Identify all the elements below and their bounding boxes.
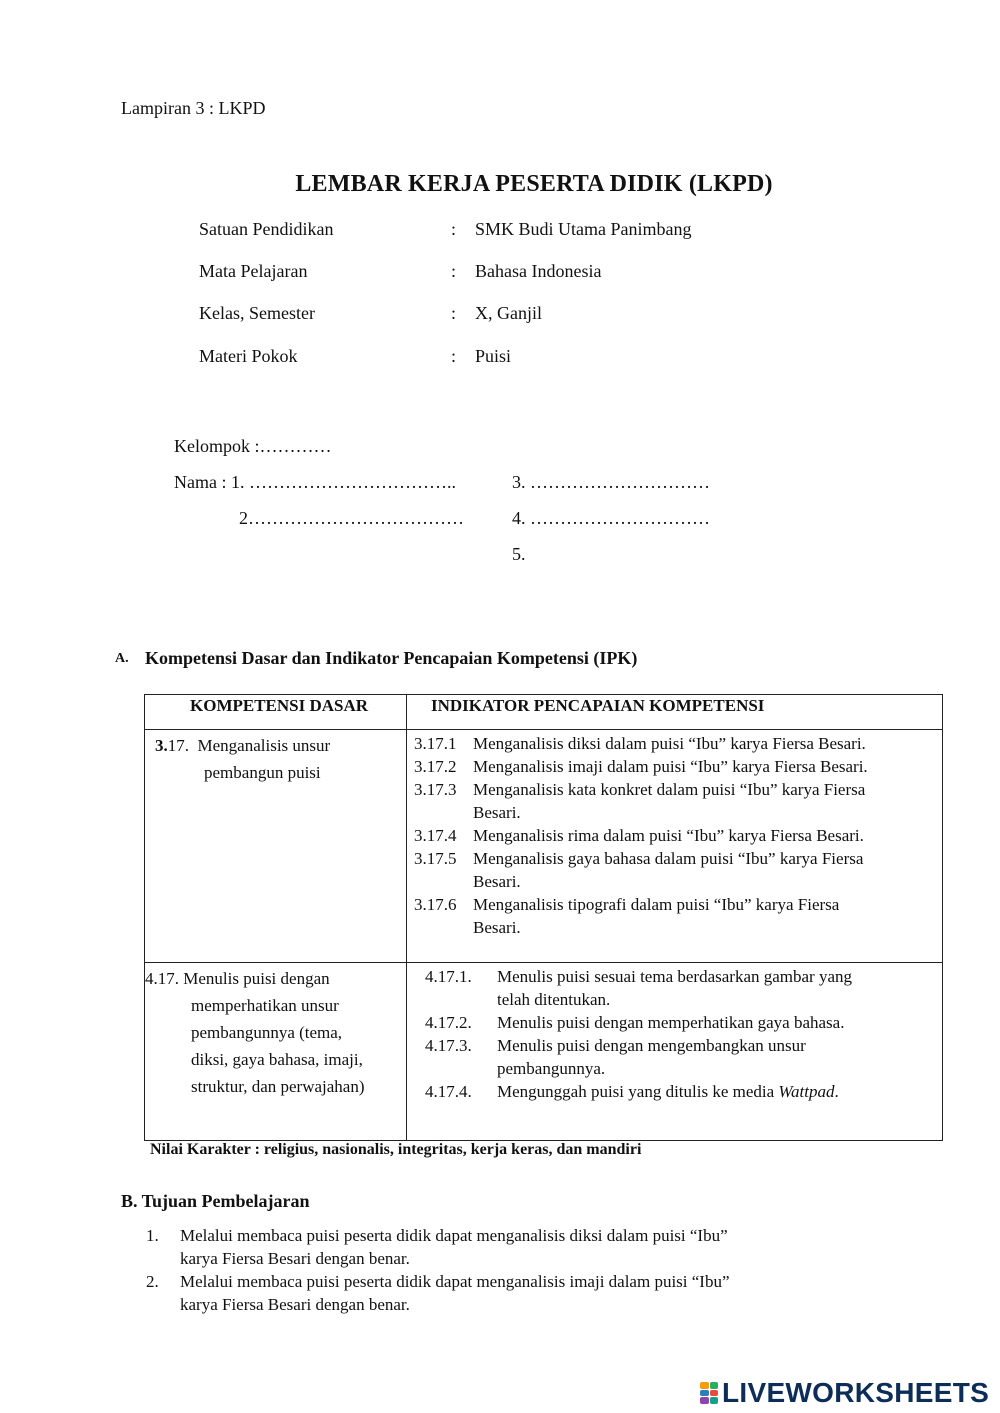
kd-text: struktur, dan perwajahan) xyxy=(191,1077,365,1096)
ipk-number: 3.17.6 xyxy=(414,895,457,914)
name-field-2[interactable]: 2……………………………… xyxy=(239,508,464,528)
logo-block xyxy=(700,1397,709,1404)
brand-watermark xyxy=(700,1378,989,1408)
ipk-text: Menulis puisi sesuai tema berdasarkan gambar yang xyxy=(497,967,853,986)
table-row xyxy=(145,730,943,963)
name-field-3[interactable]: 3. ………………………… xyxy=(512,472,710,492)
table-header-kd: KOMPETENSI DASAR xyxy=(145,695,407,730)
ipk-number: 3.17.5 xyxy=(414,849,457,868)
logo-block xyxy=(710,1397,719,1404)
name-field-1[interactable]: Nama : 1. …………………………….. xyxy=(174,472,456,492)
ipk-text-italic: Wattpad xyxy=(778,1082,835,1101)
list-item xyxy=(425,1011,942,1034)
ipk-text: Menganalisis rima dalam puisi “Ibu” karya Fiersa Besari. xyxy=(473,826,864,845)
ipk-text: Menulis puisi dengan mengembangkan unsur xyxy=(497,1036,806,1055)
identity-label: Kelas, Semester xyxy=(199,303,315,323)
ipk-text: pembangunnya. xyxy=(497,1059,606,1078)
ipk-text: . xyxy=(834,1082,839,1101)
list-item: Melalui membaca puisi peserta didik dapat menganalisis diksi dalam puisi “Ibu” xyxy=(180,1226,728,1245)
identity-value: Bahasa Indonesia xyxy=(475,261,602,281)
identity-value: SMK Budi Utama Panimbang xyxy=(475,219,692,239)
group-field[interactable]: Kelompok :………… xyxy=(174,436,332,456)
brand-text: LIVEWORKSHEETS xyxy=(722,1377,990,1408)
logo-block xyxy=(710,1390,719,1397)
ipk-cell xyxy=(407,963,943,1141)
table-header-ipk: INDIKATOR PENCAPAIAN KOMPETENSI xyxy=(407,695,943,730)
kd-number: 17. xyxy=(167,736,189,755)
identity-value: X, Ganjil xyxy=(475,303,542,323)
list-item xyxy=(414,778,942,801)
ipk-number: 3.17.3 xyxy=(414,780,457,799)
ipk-text: Menganalisis gaya bahasa dalam puisi “Ibu” karya Fiersa xyxy=(473,849,864,868)
ipk-number: 4.17.4. xyxy=(425,1082,472,1101)
ipk-number: 3.17.4 xyxy=(414,826,457,845)
identity-sep: : xyxy=(451,346,457,366)
logo-block xyxy=(700,1390,709,1397)
ipk-number: 4.17.3. xyxy=(425,1036,472,1055)
list-item xyxy=(425,965,942,988)
liveworksheets-logo-icon xyxy=(700,1382,718,1404)
identity-sep: : xyxy=(451,303,457,323)
list-item xyxy=(425,1034,942,1057)
table-row xyxy=(145,963,943,1141)
table-header-row xyxy=(145,695,943,730)
identity-label: Mata Pelajaran xyxy=(199,261,308,281)
kd-cell xyxy=(145,730,407,963)
ipk-text: Menganalisis diksi dalam puisi “Ibu” karya Fiersa Besari. xyxy=(473,734,866,753)
kd-number-bold: 3. xyxy=(155,736,168,755)
identity-sep: : xyxy=(451,219,457,239)
list-item-number: 1. xyxy=(146,1226,159,1245)
appendix-label: Lampiran 3 : LKPD xyxy=(121,98,266,118)
identity-label: Satuan Pendidikan xyxy=(199,219,334,239)
ipk-text: Menganalisis tipografi dalam puisi “Ibu” karya Fiersa xyxy=(473,895,840,914)
kd-text: pembangun puisi xyxy=(204,763,321,782)
page-title: LEMBAR KERJA PESERTA DIDIK (LKPD) xyxy=(295,171,773,197)
section-a-marker: A. xyxy=(115,651,129,666)
ipk-text: telah ditentukan. xyxy=(497,990,611,1009)
logo-block xyxy=(700,1382,709,1389)
logo-block xyxy=(710,1382,719,1389)
ipk-text: Menulis puisi dengan memperhatikan gaya bahasa. xyxy=(497,1013,845,1032)
list-item-number: 2. xyxy=(146,1272,159,1291)
ipk-text: Menganalisis kata konkret dalam puisi “Ibu” karya Fiersa xyxy=(473,780,866,799)
competency-table xyxy=(144,694,943,1141)
ipk-text: Besari. xyxy=(473,803,521,822)
kd-text: Menganalisis unsur xyxy=(197,736,331,755)
kd-text: diksi, gaya bahasa, imaji, xyxy=(191,1050,363,1069)
ipk-text: Besari. xyxy=(473,918,521,937)
list-item: Melalui membaca puisi peserta didik dapat menganalisis imaji dalam puisi “Ibu” xyxy=(180,1272,730,1291)
ipk-text: Mengunggah puisi yang ditulis ke media xyxy=(497,1082,779,1101)
ipk-number: 3.17.1 xyxy=(414,734,457,753)
list-item: karya Fiersa Besari dengan benar. xyxy=(180,1249,410,1268)
kd-text: 4.17. Menulis puisi dengan xyxy=(145,969,330,988)
name-field-4[interactable]: 4. ………………………… xyxy=(512,508,710,528)
list-item xyxy=(414,847,942,870)
ipk-text: Besari. xyxy=(473,872,521,891)
list-item: karya Fiersa Besari dengan benar. xyxy=(180,1295,410,1314)
section-a-title: Kompetensi Dasar dan Indikator Pencapaian Kompetensi (IPK) xyxy=(145,648,638,668)
identity-sep: : xyxy=(451,261,457,281)
list-item xyxy=(414,732,942,755)
ipk-number: 4.17.2. xyxy=(425,1013,472,1032)
ipk-number: 4.17.1. xyxy=(425,967,472,986)
ipk-text: Menganalisis imaji dalam puisi “Ibu” karya Fiersa Besari. xyxy=(473,757,868,776)
kd-cell xyxy=(145,963,407,1141)
identity-value: Puisi xyxy=(475,346,512,366)
ipk-number: 3.17.2 xyxy=(414,757,457,776)
identity-label: Materi Pokok xyxy=(199,346,298,366)
name-field-5[interactable]: 5. xyxy=(512,544,526,564)
kd-text: pembangunnya (tema, xyxy=(191,1023,343,1042)
character-values: Nilai Karakter : religius, nasionalis, integritas, kerja keras, dan mandiri xyxy=(150,1141,642,1158)
list-item xyxy=(414,824,942,847)
list-item xyxy=(425,1080,942,1103)
kd-text: memperhatikan unsur xyxy=(191,996,339,1015)
ipk-cell xyxy=(407,730,943,963)
section-b-title: B. Tujuan Pembelajaran xyxy=(121,1191,310,1211)
list-item xyxy=(414,893,942,916)
list-item xyxy=(414,755,942,778)
